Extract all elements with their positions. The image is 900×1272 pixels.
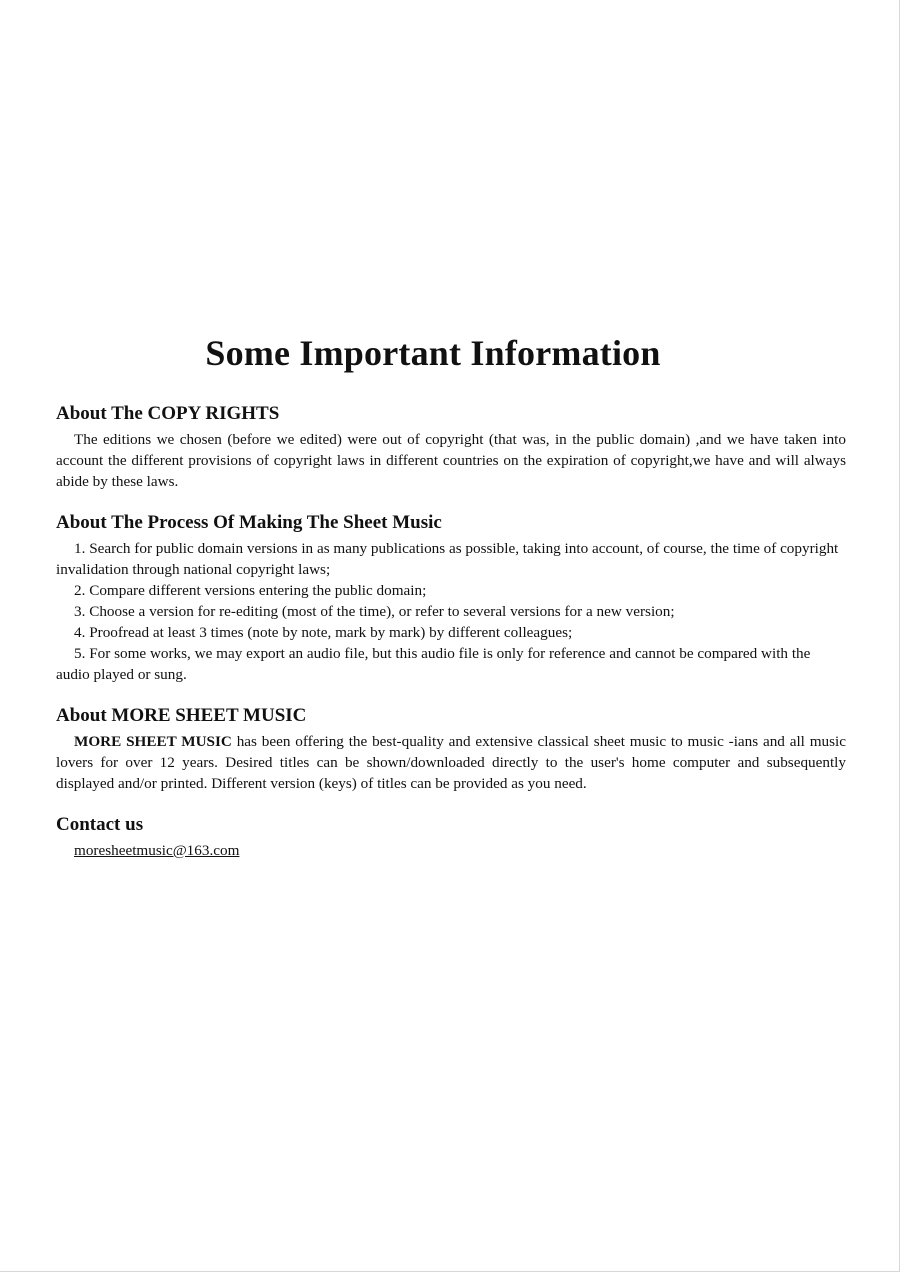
about-body: has been offering the best-quality and extensive classical sheet music to music -ians and all music lovers for over 12 years. Desired titles can be shown/downloaded directly to the user's home computer and subsequently displayed and/or printed. Different version (keys) of titles can be provided as you need. — [56, 733, 846, 792]
copyrights-heading: About The COPY RIGHTS — [56, 403, 280, 424]
page-title: Some Important Information — [205, 333, 661, 373]
contact-heading: Contact us — [56, 814, 144, 835]
about-text — [56, 731, 846, 794]
contact-email-link[interactable]: moresheetmusic@163.com — [74, 842, 240, 859]
document-content — [56, 402, 846, 880]
process-section — [56, 511, 846, 685]
about-heading: About MORE SHEET MUSIC — [56, 705, 307, 726]
copyrights-text: The editions we chosen (before we edited) were out of copyright (that was, in the public domain) ,and we have taken into account the different provisions of copyright laws in different countries on the expiration of copyright,we have and will always abide by these laws. — [56, 431, 846, 490]
about-brand-name: MORE SHEET MUSIC — [74, 733, 232, 750]
copyrights-section — [56, 402, 846, 492]
about-section — [56, 704, 846, 794]
process-heading: About The Process Of Making The Sheet Music — [56, 512, 442, 533]
process-step-2: 2. Compare different versions entering the public domain; — [74, 582, 427, 599]
contact-section — [56, 813, 846, 861]
process-step-5: 5. For some works, we may export an audio file, but this audio file is only for reference and cannot be compared with the audio played or sung. — [56, 645, 811, 683]
process-step-1: 1. Search for public domain versions in as many publications as possible, taking into account, of course, the time of copyright invalidation through national copyright laws; — [56, 540, 839, 578]
process-step-3: 3. Choose a version for re-editing (most of the time), or refer to several versions for a new version; — [74, 603, 675, 620]
process-step-4: 4. Proofread at least 3 times (note by note, mark by mark) by different colleagues; — [74, 624, 573, 641]
